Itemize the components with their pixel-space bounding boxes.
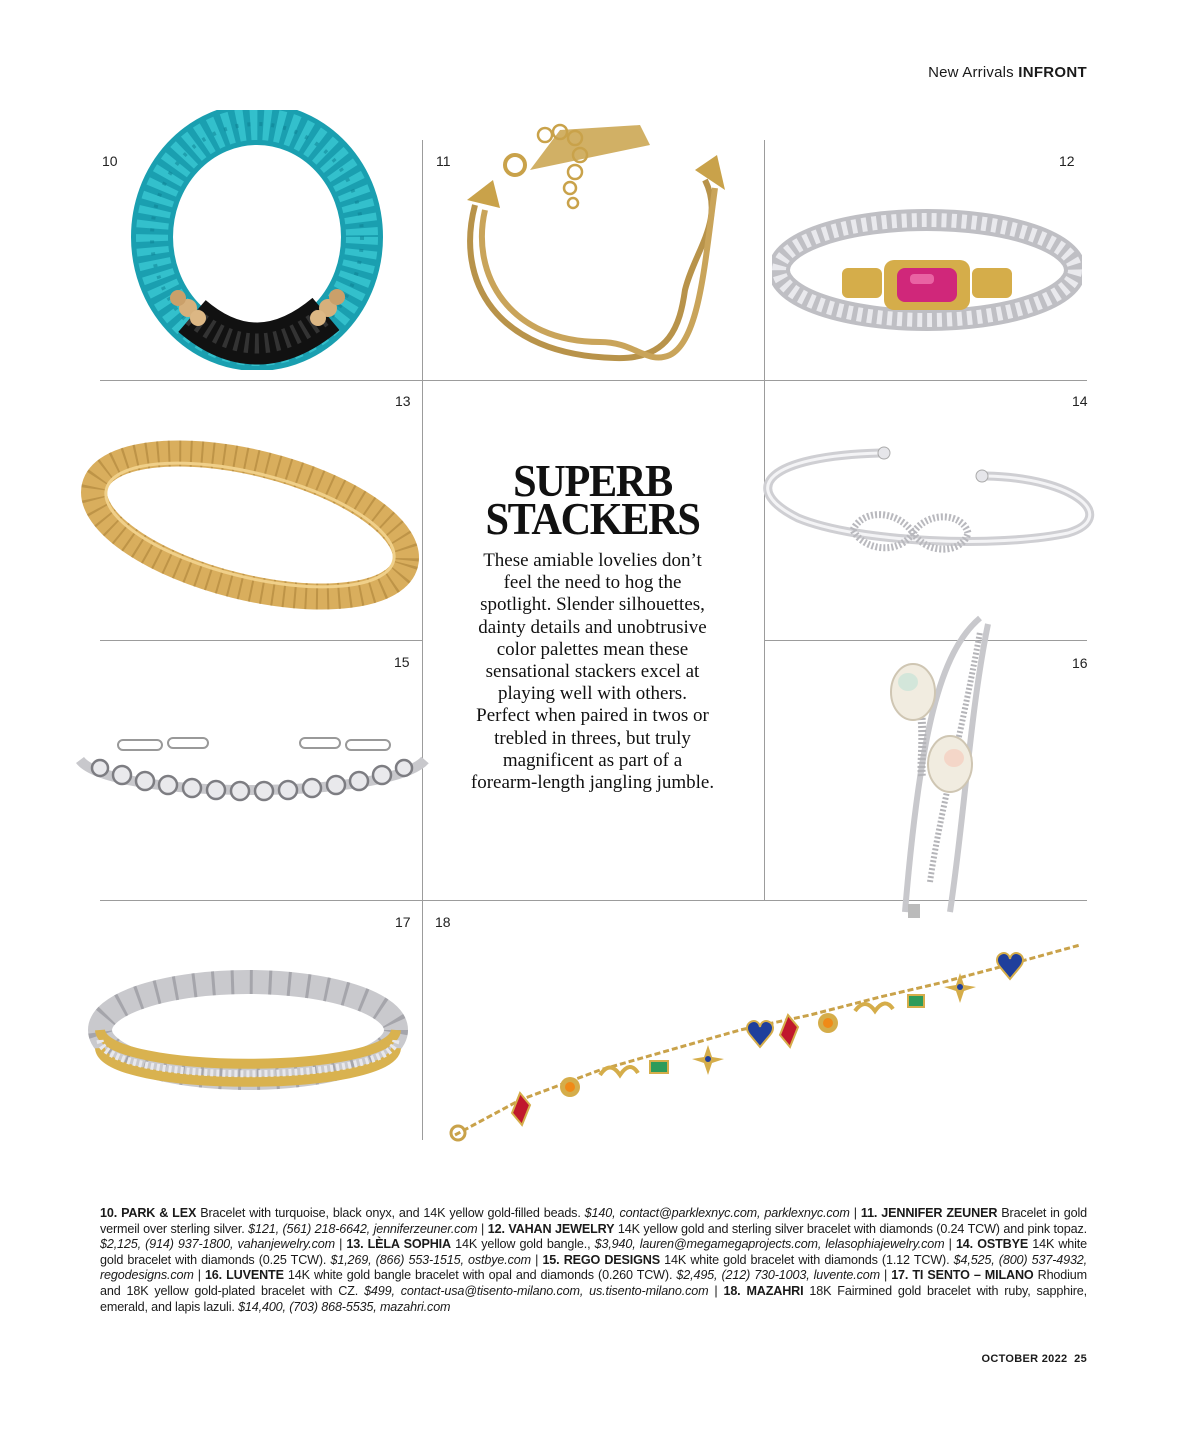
credit-brand-3: LÈLA SOPHIA bbox=[367, 1237, 451, 1252]
credit-brand-5: REGO DESIGNS bbox=[563, 1252, 660, 1267]
credit-info-7: $499, contact-usa@tisento-milano.com, us.tisento-milano.com bbox=[364, 1283, 709, 1298]
credit-brand-2: VAHAN JEWELRY bbox=[508, 1221, 615, 1236]
credit-16: 16. LUVENTE 14K white gold bangle bracelet with opal and diamonds (0.260 TCW). $2,495, (212) 730-1003, luvente.com | bbox=[204, 1268, 892, 1283]
issue-date: OCTOBER 2022 bbox=[981, 1353, 1068, 1365]
product-image-17-two-tone-link bbox=[88, 960, 408, 1110]
feature-title-line2: STACKERS bbox=[485, 493, 700, 544]
credit-brand-7: TI SENTO – MILANO bbox=[912, 1268, 1034, 1283]
credit-info-4: $1,269, (866) 553-1515, ostbye.com bbox=[330, 1252, 531, 1267]
credit-num-1: 11. bbox=[860, 1206, 878, 1220]
credit-brand-4: OSTBYE bbox=[977, 1237, 1029, 1252]
credit-desc-2: 14K yellow gold and sterling silver bracelet with diamonds (0.24 TCW) and pink topaz. bbox=[614, 1221, 1087, 1236]
product-number-12: 12 bbox=[1059, 153, 1075, 169]
credit-desc-3: 14K yellow gold bangle., bbox=[450, 1237, 595, 1252]
credit-num-0: 10. bbox=[100, 1206, 118, 1220]
credit-desc-6: 14K white gold bangle bracelet with opal and diamonds (0.260 TCW). bbox=[283, 1268, 677, 1283]
product-image-11-gold-snake-chain bbox=[455, 110, 745, 375]
feature-body: These amiable lovelies don’t feel the need to hog the spotlight. Slender silhouettes, dainty details and unobtrusive color palettes mean these sensational stackers excel at playing well with others. Perfect when paired in twos or trebled in threes, but truly magnificent as part of a forearm-length jangling jumble. bbox=[470, 550, 715, 794]
credit-11: 11. JENNIFER ZEUNER Bracelet in gold vermeil over sterling silver. $121, (561) 218-6642, jenniferzeuner.com | bbox=[100, 1206, 1087, 1236]
credit-brand-0: PARK & LEX bbox=[121, 1206, 197, 1220]
feature-block bbox=[440, 455, 745, 794]
product-image-12-silver-pink-topaz bbox=[772, 200, 1082, 350]
product-number-10: 10 bbox=[102, 153, 118, 169]
product-number-15: 15 bbox=[394, 654, 410, 670]
product-number-14: 14 bbox=[1072, 393, 1088, 409]
grid-vline-left bbox=[422, 140, 423, 1140]
page-number: 25 bbox=[1074, 1353, 1087, 1365]
product-image-18-gold-charm-chain bbox=[440, 935, 1095, 1150]
credit-13: 13. LÈLA SOPHIA 14K yellow gold bangle., $3,940, lauren@megamegaprojects.com, lelasophiajewelry.com | bbox=[346, 1237, 956, 1252]
credit-num-7: 17. bbox=[891, 1268, 909, 1283]
grid-hline-1 bbox=[100, 380, 1087, 381]
credit-info-0: $140, contact@parklexnyc.com, parklexnyc.com bbox=[584, 1206, 850, 1220]
credit-brand-6: LUVENTE bbox=[226, 1268, 284, 1283]
product-credits bbox=[100, 1206, 1087, 1315]
credit-info-8: $14,400, (703) 868-5535, mazahri.com bbox=[238, 1299, 451, 1314]
credit-12: 12. VAHAN JEWELRY 14K yellow gold and sterling silver bracelet with diamonds (0.24 TCW) and pink topaz. $2,125, (914) 937-1800, vahanjewelry.com | bbox=[100, 1221, 1087, 1252]
credit-info-6: $2,495, (212) 730-1003, luvente.com bbox=[676, 1268, 880, 1283]
credit-info-5: $4,525, (800) 537-4932, regodesigns.com bbox=[100, 1252, 1087, 1283]
credit-info-3: $3,940, lauren@megamegaprojects.com, lelasophiajewelry.com bbox=[594, 1237, 945, 1252]
credit-desc-0: Bracelet with turquoise, black onyx, and 14K yellow gold-filled beads. bbox=[196, 1206, 585, 1220]
feature-title bbox=[452, 455, 733, 544]
credit-num-8: 18. bbox=[723, 1283, 741, 1298]
credit-desc-5: 14K white gold bracelet with diamonds (1.12 TCW). bbox=[660, 1252, 954, 1267]
section-brand: INFRONT bbox=[1018, 64, 1087, 81]
credit-desc-8: 18K Fairmined gold bracelet with ruby, sapphire, emerald, and lapis lazuli. bbox=[100, 1283, 1087, 1314]
product-image-15-diamond-bezel-cuff bbox=[70, 730, 435, 810]
product-image-14-silver-infinity-cuff bbox=[748, 438, 1103, 563]
product-number-13: 13 bbox=[395, 393, 411, 409]
section-header bbox=[928, 64, 1087, 81]
credit-info-2: $2,125, (914) 937-1800, vahanjewelry.com bbox=[100, 1237, 335, 1252]
product-number-17: 17 bbox=[395, 914, 411, 930]
credit-info-1: $121, (561) 218-6642, jenniferzeuner.com bbox=[248, 1221, 478, 1236]
feature-title-line1: SUPERB bbox=[513, 455, 672, 506]
credit-desc-7: Rhodium and 18K yellow gold-plated bracelet with CZ. bbox=[100, 1268, 1087, 1298]
section-label: New Arrivals bbox=[928, 64, 1014, 81]
credit-num-5: 15. bbox=[542, 1252, 560, 1267]
product-image-16-opal-bangle bbox=[880, 612, 1000, 924]
credit-10: 10. PARK & LEX Bracelet with turquoise, black onyx, and 14K yellow gold-filled beads. $140, contact@parklexnyc.com, parklexnyc.com | bbox=[100, 1206, 861, 1220]
credit-desc-1: Bracelet in gold vermeil over sterling silver. bbox=[100, 1206, 1087, 1236]
grid-hline-2a bbox=[100, 640, 422, 641]
product-number-11: 11 bbox=[436, 153, 451, 169]
credit-14: 14. OSTBYE 14K white gold bracelet with diamonds (0.25 TCW). $1,269, (866) 553-1515, ostbye.com | bbox=[100, 1237, 1088, 1267]
credit-num-3: 13. bbox=[346, 1237, 364, 1252]
product-image-10-turquoise-bracelet bbox=[130, 110, 400, 370]
credit-num-6: 16. bbox=[204, 1268, 223, 1283]
credit-17: 17. TI SENTO – MILANO Rhodium and 18K yellow gold-plated bracelet with CZ. $499, contact-usa@tisento-milano.com, us.tisento-milano.com | bbox=[100, 1268, 1087, 1298]
credit-num-2: 12. bbox=[487, 1221, 505, 1236]
product-number-18: 18 bbox=[435, 914, 451, 930]
credit-15: 15. REGO DESIGNS 14K white gold bracelet with diamonds (1.12 TCW). $4,525, (800) 537-4932, regodesigns.com | bbox=[100, 1252, 1087, 1283]
credit-brand-1: JENNIFER ZEUNER bbox=[881, 1206, 998, 1220]
page-footer bbox=[982, 1353, 1088, 1365]
product-number-16: 16 bbox=[1072, 655, 1088, 671]
credit-desc-4: 14K white gold bracelet with diamonds (0.25 TCW). bbox=[100, 1237, 1088, 1267]
credit-num-4: 14. bbox=[955, 1237, 974, 1252]
credit-brand-8: MAZAHRI bbox=[746, 1283, 804, 1298]
product-image-13-gold-bangle bbox=[80, 430, 420, 620]
